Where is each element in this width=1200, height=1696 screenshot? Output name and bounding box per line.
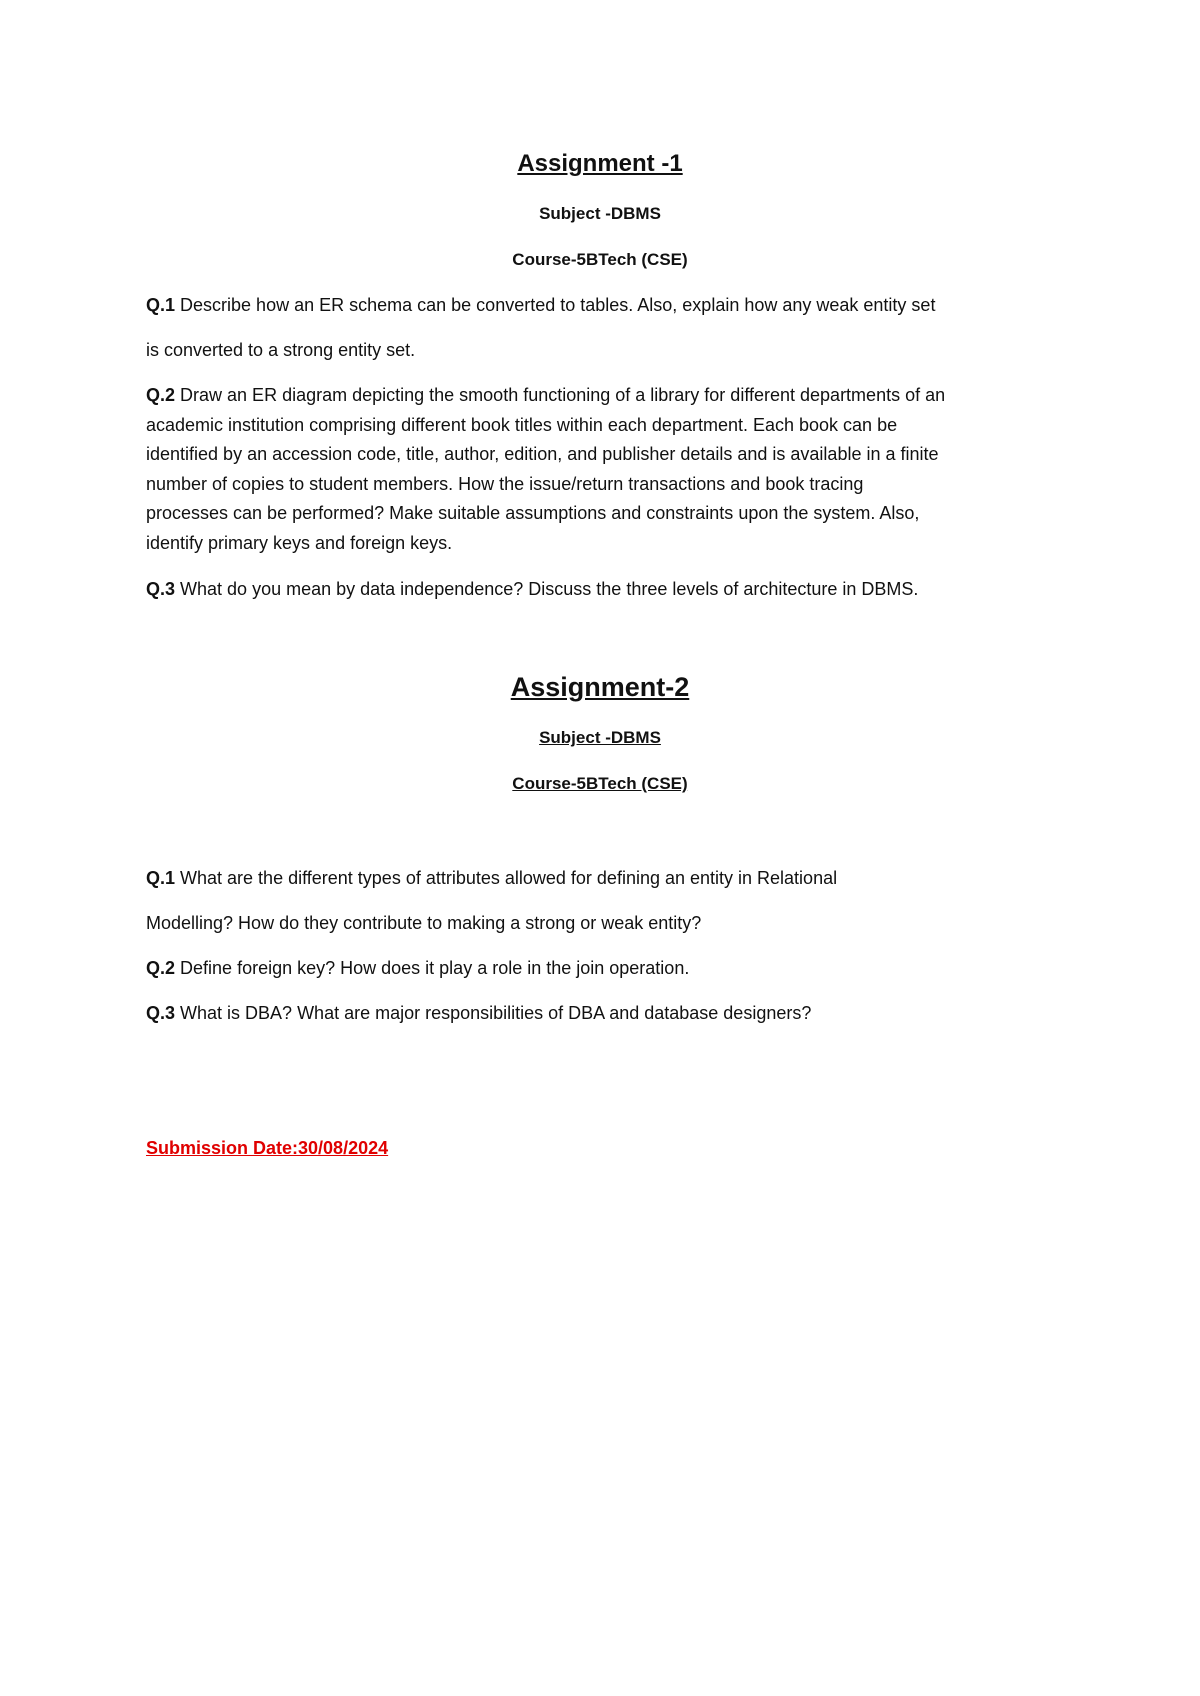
assignment-1-subject: Subject -DBMS <box>539 204 661 223</box>
a2-q1-text: What are the different types of attributes allowed for defining an entity in Relational <box>180 868 838 888</box>
a2-q3-number: Q.3 <box>146 1003 176 1023</box>
a2-q2-number: Q.2 <box>146 958 176 978</box>
a1-q2-line-1: Q.2 Draw an ER diagram depicting the smooth functioning of a library for different departments of an <box>146 385 946 405</box>
assignment-1-title: Assignment -1 <box>517 150 683 177</box>
a2-q3-text: What is DBA? What are major responsibilities of DBA and database designers? <box>180 1003 812 1023</box>
a1-q2-paragraph <box>146 381 1076 558</box>
assignment-2-course: Course-5BTech (CSE) <box>512 774 688 793</box>
a2-q1-number: Q.1 <box>146 868 176 888</box>
a1-q3-line-1 <box>146 575 1076 605</box>
a1-q2-line-3: identified by an accession code, title, author, edition, and publisher details and is available in a finite <box>146 444 939 464</box>
a2-q2-text: Define foreign key? How does it play a role in the join operation. <box>180 958 690 978</box>
a1-q3-text: What do you mean by data independence? Discuss the three levels of architecture in DBMS. <box>180 579 919 599</box>
a1-q1-line-2: is converted to a strong entity set. <box>146 340 416 360</box>
a1-q2-number: Q.2 <box>146 385 176 405</box>
assignment-2-title: Assignment-2 <box>510 672 690 702</box>
a2-q3-line-1 <box>146 999 1076 1029</box>
a1-q1-number: Q.1 <box>146 295 176 315</box>
a1-q2-line-4: number of copies to student members. How the issue/return transactions and book tracing <box>146 473 864 494</box>
submission-date: Submission Date:30/08/2024 <box>146 1138 389 1158</box>
a2-q1-line-1 <box>146 864 1076 894</box>
a1-q2-line-6: identify primary keys and foreign keys. <box>146 532 453 553</box>
a2-q2-line-1 <box>146 954 1076 984</box>
a2-q1-line-2: Modelling? How do they contribute to making a strong or weak entity? <box>146 913 702 933</box>
a1-q1-text: Describe how an ER schema can be converted to tables. Also, explain how any weak entity set <box>180 295 936 315</box>
a1-q1-line-1 <box>146 291 1076 321</box>
assignment-2-subject: Subject -DBMS <box>539 728 661 747</box>
assignment-1-course: Course-5BTech (CSE) <box>512 250 688 269</box>
a1-q3-number: Q.3 <box>146 579 176 599</box>
a1-q2-line-5: processes can be performed? Make suitable assumptions and constraints upon the system. Also, <box>146 503 920 523</box>
a1-q2-line-2: academic institution comprising different book titles within each department. Each book can be <box>146 414 898 435</box>
